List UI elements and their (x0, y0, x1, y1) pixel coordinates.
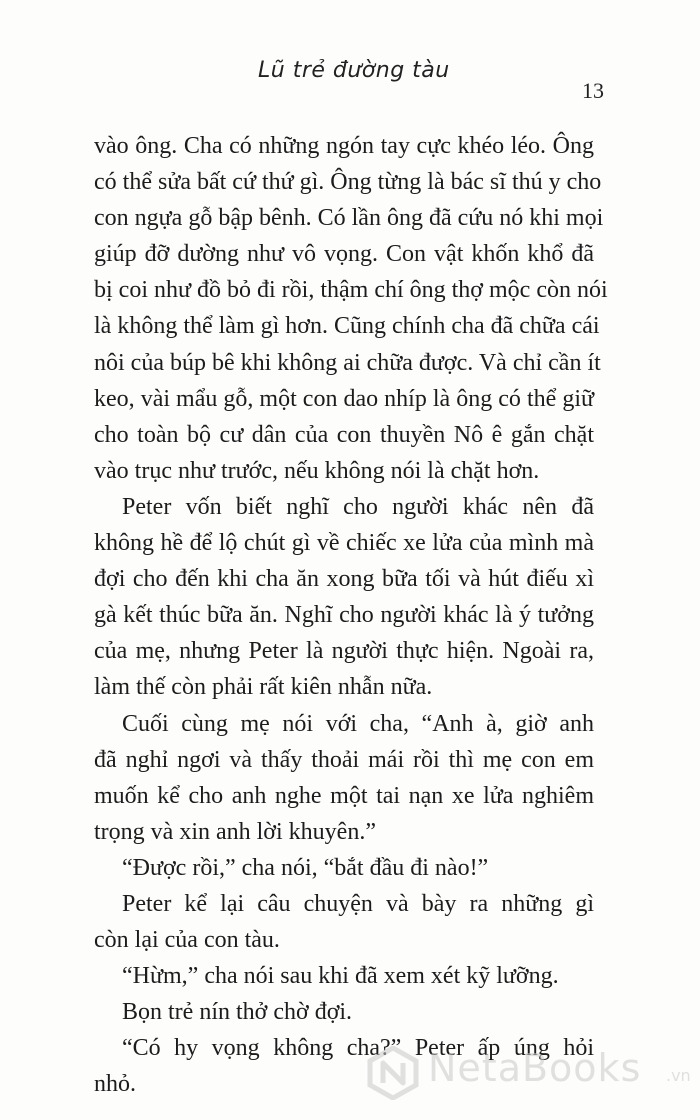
paragraph-start-line: Cuối cùng mẹ nói với cha, “Anh à, giờ anh (122, 710, 594, 737)
text-line: keo, vài mẩu gỗ, một con dao nhíp là ông có thể giữ (94, 385, 594, 412)
paragraph-start-line: Bọn trẻ nín thở chờ đợi. (122, 999, 353, 1026)
watermark (366, 1042, 696, 1102)
text-line: đợi cho đến khi cha ăn xong bữa tối và hút điếu xì (94, 566, 594, 593)
paragraph-start-line: “Có hy vọng không cha?” Peter ấp úng hỏi (122, 1035, 594, 1062)
text-line: là không thể làm gì hơn. Cũng chính cha đã chữa cái (94, 313, 600, 340)
text-line: làm thế còn phải rất kiên nhẫn nữa. (94, 674, 433, 701)
text-line: con ngựa gỗ bập bênh. Có lần ông đã cứu nó khi mọi (94, 205, 604, 232)
text-line: vào trục như trước, nếu không nói là chặt hơn. (94, 457, 540, 484)
page-number: 13 (582, 78, 604, 103)
netabooks-logo-icon (366, 1046, 420, 1100)
text-line: đã nghỉ ngơi và thấy thoải mái rồi thì mẹ con em (94, 746, 594, 773)
watermark-suffix: .vn (666, 1066, 691, 1085)
page-header (0, 58, 700, 103)
paragraph-start-line: Peter kể lại câu chuyện và bày ra những gì (122, 890, 594, 917)
text-line: có thể sửa bất cứ thứ gì. Ông từng là bác sĩ thú y cho (94, 169, 602, 196)
watermark-brand: NetaBooks (428, 1046, 642, 1090)
text-line: cho toàn bộ cư dân của con thuyền Nô ê gắn chặt (94, 421, 594, 448)
text-line: bị coi như đồ bỏ đi rồi, thậm chí ông thợ mộc còn nói (94, 277, 608, 304)
text-line: vào ông. Cha có những ngón tay cực khéo léo. Ông (94, 133, 594, 159)
text-line: của mẹ, nhưng Peter là người thực hiện. Ngoài ra, (94, 638, 594, 665)
text-line: nhỏ. (94, 1071, 136, 1098)
body-text (94, 128, 608, 1103)
paragraph-start-line: Peter vốn biết nghĩ cho người khác nên đã (122, 493, 594, 520)
paragraph-start-line: “Được rồi,” cha nói, “bắt đầu đi nào!” (122, 854, 489, 881)
running-title: Lũ trẻ đường tàu (258, 58, 450, 83)
text-line: còn lại của con tàu. (94, 927, 280, 954)
text-line: trọng và xin anh lời khuyên.” (94, 818, 376, 845)
text-line: giúp đỡ dường như vô vọng. Con vật khốn khổ đã (94, 241, 594, 268)
text-line: nôi của búp bê khi không ai chữa được. Và chỉ cần ít (94, 349, 601, 376)
text-line: không hề để lộ chút gì về chiếc xe lửa của mình mà (94, 530, 594, 557)
text-line: gà kết thúc bữa ăn. Nghĩ cho người khác là ý tưởng (94, 602, 594, 629)
text-line: muốn kể cho anh nghe một tai nạn xe lửa nghiêm (94, 782, 594, 809)
paragraph-start-line: “Hừm,” cha nói sau khi đã xem xét kỹ lưỡng. (122, 963, 559, 990)
